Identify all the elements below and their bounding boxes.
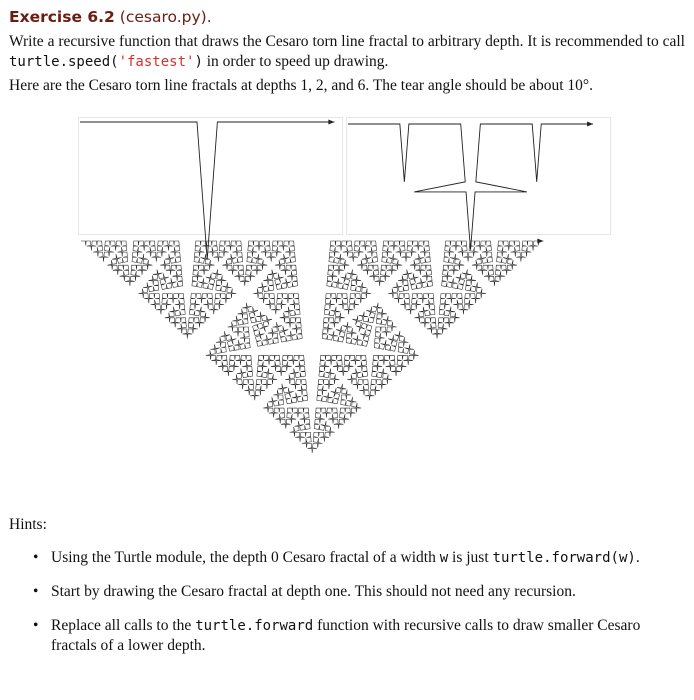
intro-paragraph <box>9 32 685 72</box>
hint-item: • Start by drawing the Cesaro fractal at depth one. This should not need any recursion. <box>33 583 576 600</box>
bullet-icon: • <box>33 549 39 566</box>
bullet-icon: • <box>33 617 39 634</box>
hint-item: • Replace all calls to the turtle.forward function with recursive calls to draw smaller Cesaro fractals of a lower depth. <box>33 617 641 654</box>
turtle-arrow <box>537 239 543 244</box>
exercise-file: (cesaro.py). <box>119 8 212 26</box>
intro-text: Write a recursive function that draws the Cesaro torn line fractal to arbitrary depth. It is recommended to call <box>9 33 685 50</box>
fractal-depth-6 <box>81 239 543 453</box>
fractal-line <box>81 241 543 453</box>
code-forward-w: turtle.forward(w) <box>492 550 636 566</box>
exercise-heading <box>9 8 212 26</box>
hints-list <box>9 548 679 670</box>
code-w: w <box>439 550 449 566</box>
hint-item: • Using the Turtle module, the depth 0 Cesaro fractal of a width w is just turtle.forward(w). <box>33 549 640 566</box>
hints-title: Hints: <box>9 516 47 533</box>
intro-text-end: in order to speed up drawing. <box>202 53 389 70</box>
bullet-icon: • <box>33 583 39 600</box>
panel-depth-2 <box>347 118 611 235</box>
depth-description: Here are the Cesaro torn line fractals at depths 1, 2, and 6. The tear angle should be about 10°. <box>9 77 593 94</box>
exercise-label: Exercise 6.2 <box>9 8 115 26</box>
code-speed-call: turtle.speed('fastest') <box>9 54 203 70</box>
code-forward: turtle.forward <box>195 618 314 634</box>
cesaro-figure <box>78 117 611 489</box>
